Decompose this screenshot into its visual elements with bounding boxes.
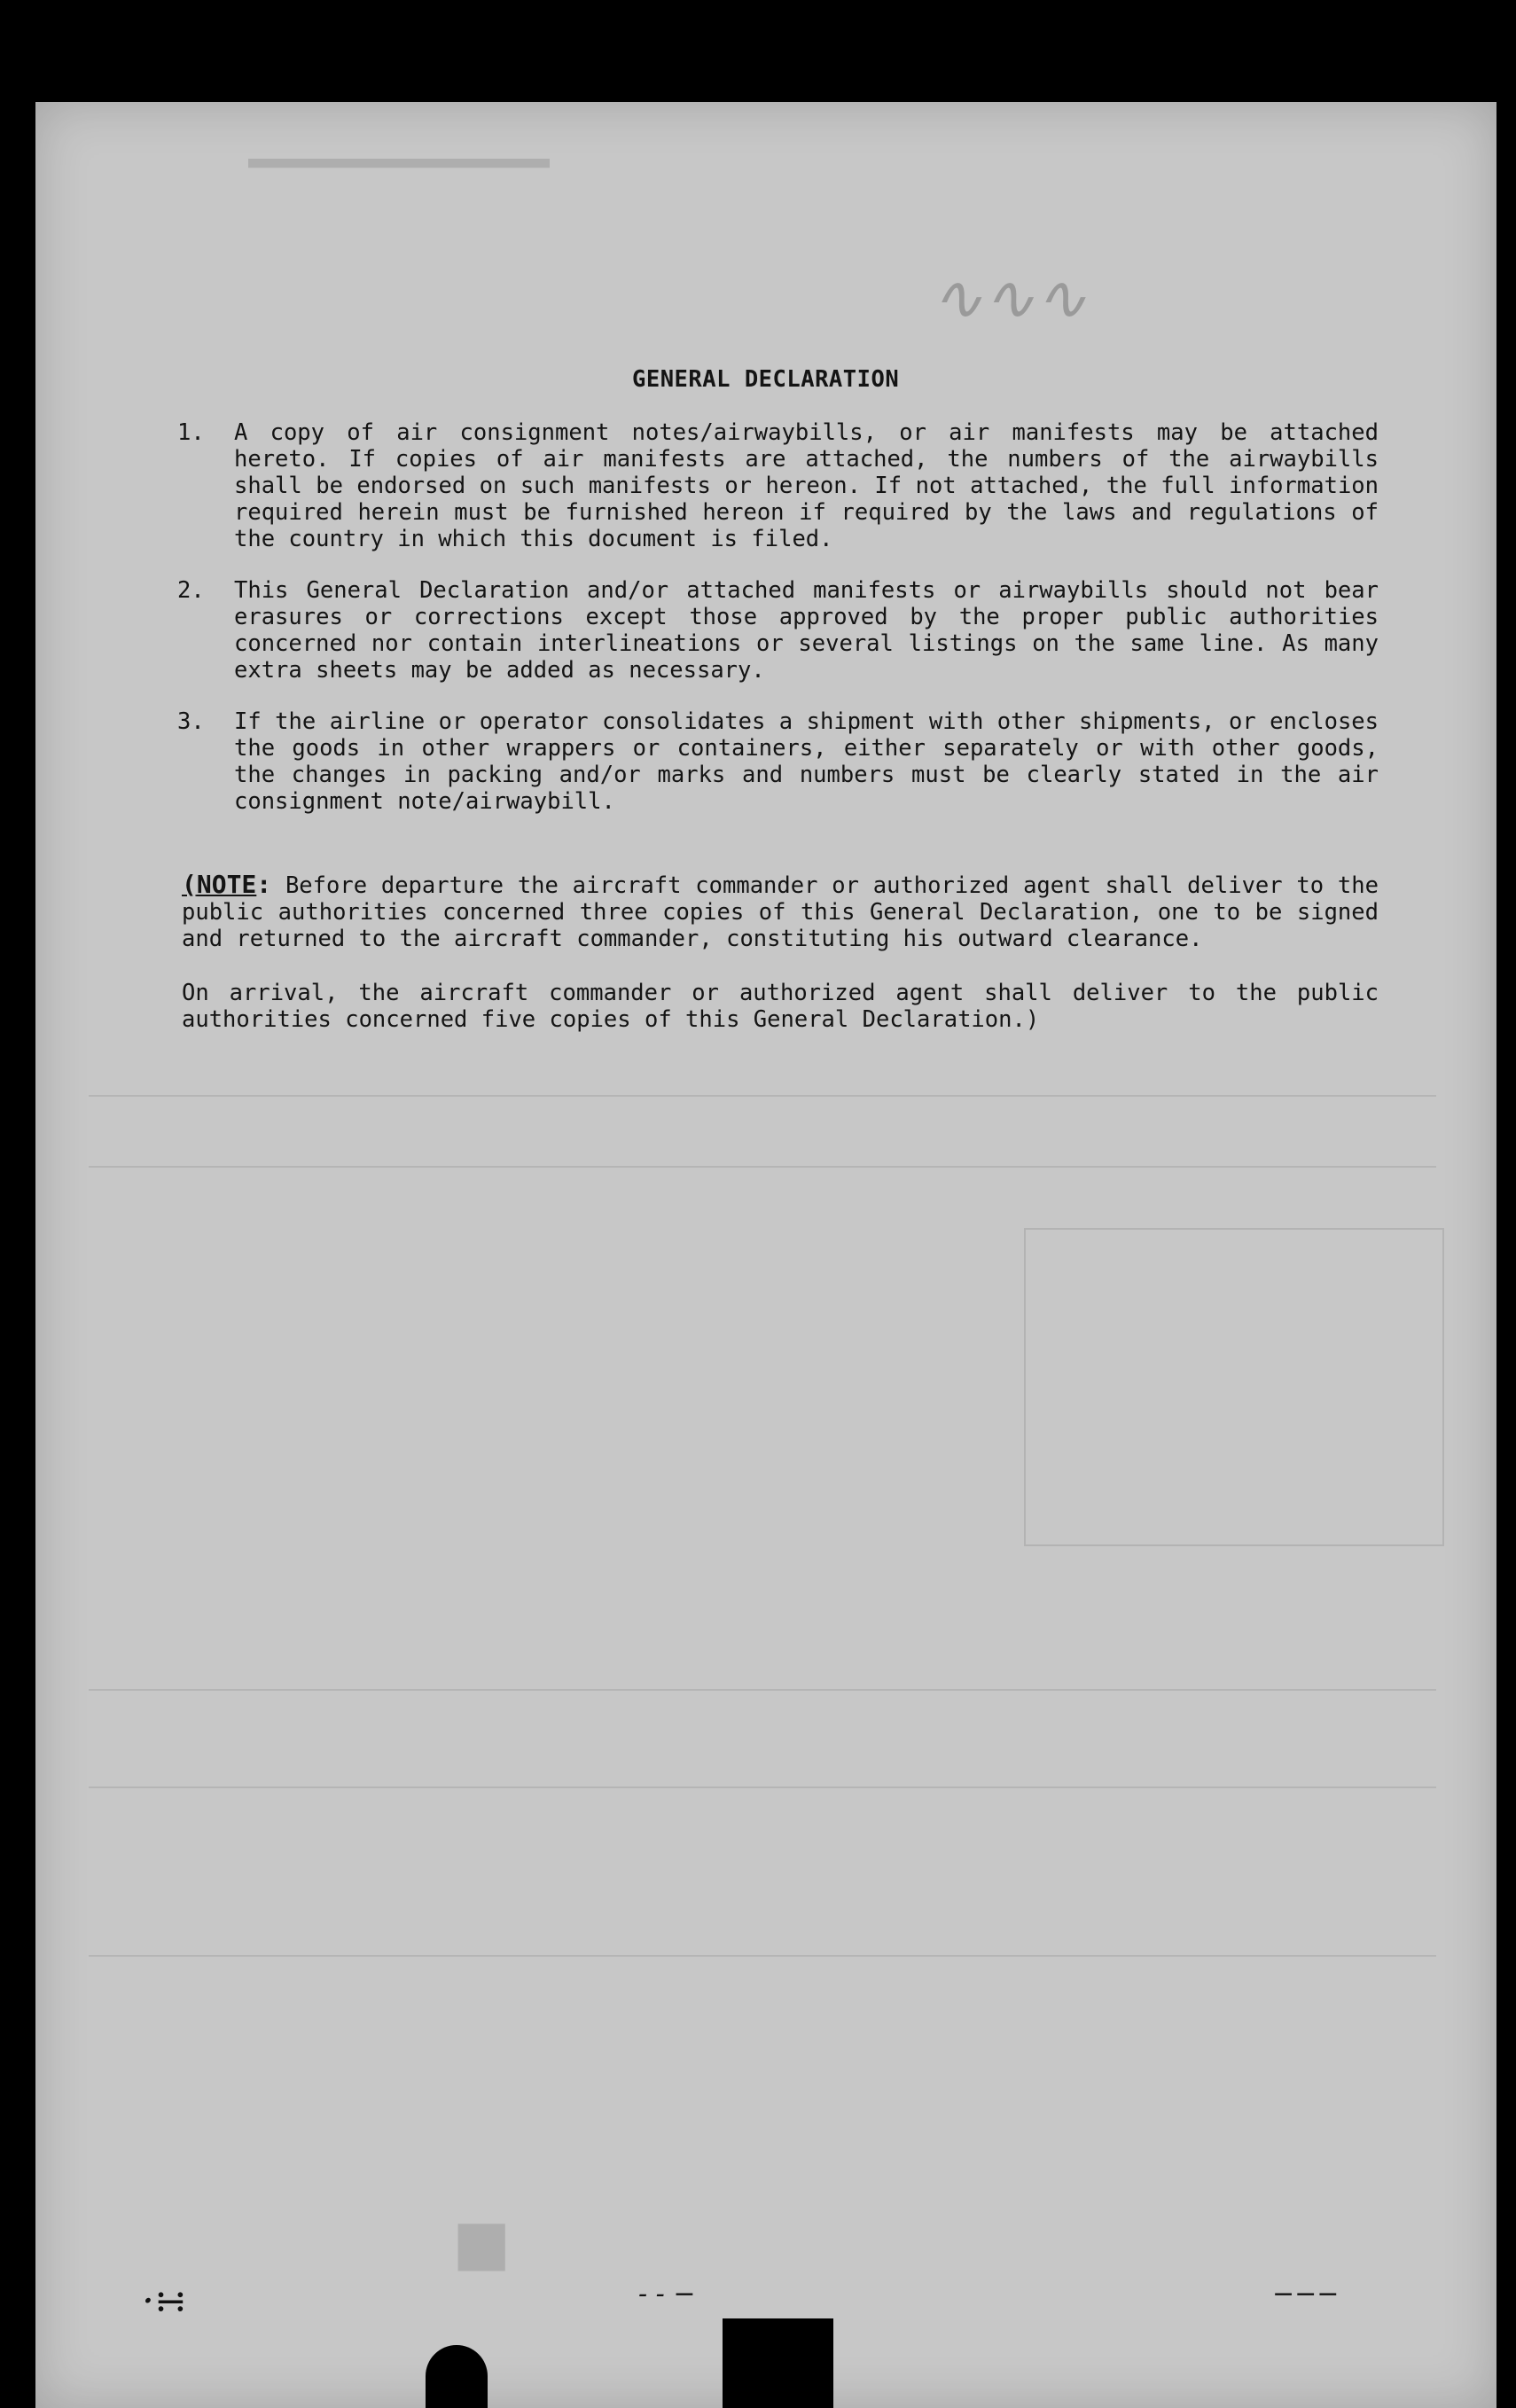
note-label: NOTE	[196, 870, 257, 899]
departure-note	[182, 872, 1379, 952]
list-item	[177, 577, 1379, 684]
scan-tab	[426, 2345, 488, 2408]
bleed-through-text: ▬▬▬▬▬▬▬▬▬▬	[248, 152, 550, 184]
pen-mark: −−−	[1272, 2279, 1340, 2310]
bleed-through-handwriting: ∿∿∿	[931, 262, 1087, 334]
page-title: GENERAL DECLARATION	[632, 366, 900, 393]
item-number: 3.	[177, 708, 205, 735]
item-text: If the airline or operator consolidates a shipment with other shipments, or encloses the goods in other wrappers or containers, either separately or with other goods, the changes in packing and/or marks and numbers must be clearly stated in the air consignment note/airwaybill.	[234, 708, 1379, 815]
arrival-note: On arrival, the aircraft commander or authorized agent shall deliver to the public authorities concerned five copies of this General Declaration.)	[182, 980, 1379, 1033]
pen-mark: ·∺	[142, 2279, 187, 2324]
note-text: Before departure the aircraft commander or authorized agent shall deliver to the public authorities concerned three copies of this General Declaration, one to be signed and returned to the aircraft commander, constituting his outward clearance.	[182, 872, 1379, 952]
bleed-through-heading: ■	[452, 2197, 517, 2305]
note-colon: :	[256, 870, 272, 899]
item-number: 1.	[177, 419, 205, 446]
scan-tab	[723, 2318, 833, 2408]
list-item	[177, 708, 1379, 815]
item-text: This General Declaration and/or attached manifests or airwaybills should not bear erasures or corrections except those approved by the proper public authorities concerned nor contain interlineations or several listings on the same line. As many extra sheets may be added as necessary.	[234, 577, 1379, 684]
pen-mark: - - −	[638, 2279, 696, 2310]
item-number: 2.	[177, 577, 205, 604]
list-item	[177, 419, 1379, 552]
note-open-paren: (	[182, 870, 197, 899]
item-text: A copy of air consignment notes/airwaybills, or air manifests may be attached hereto. If copies of air manifests are attached, the numbers of the airwaybills shall be endorsed on such manifests or hereon. If not attached, the full information required herein must be furnished hereon if required by the laws and regulations of the country in which this document is filed.	[234, 419, 1379, 552]
document-page	[35, 102, 1496, 2408]
